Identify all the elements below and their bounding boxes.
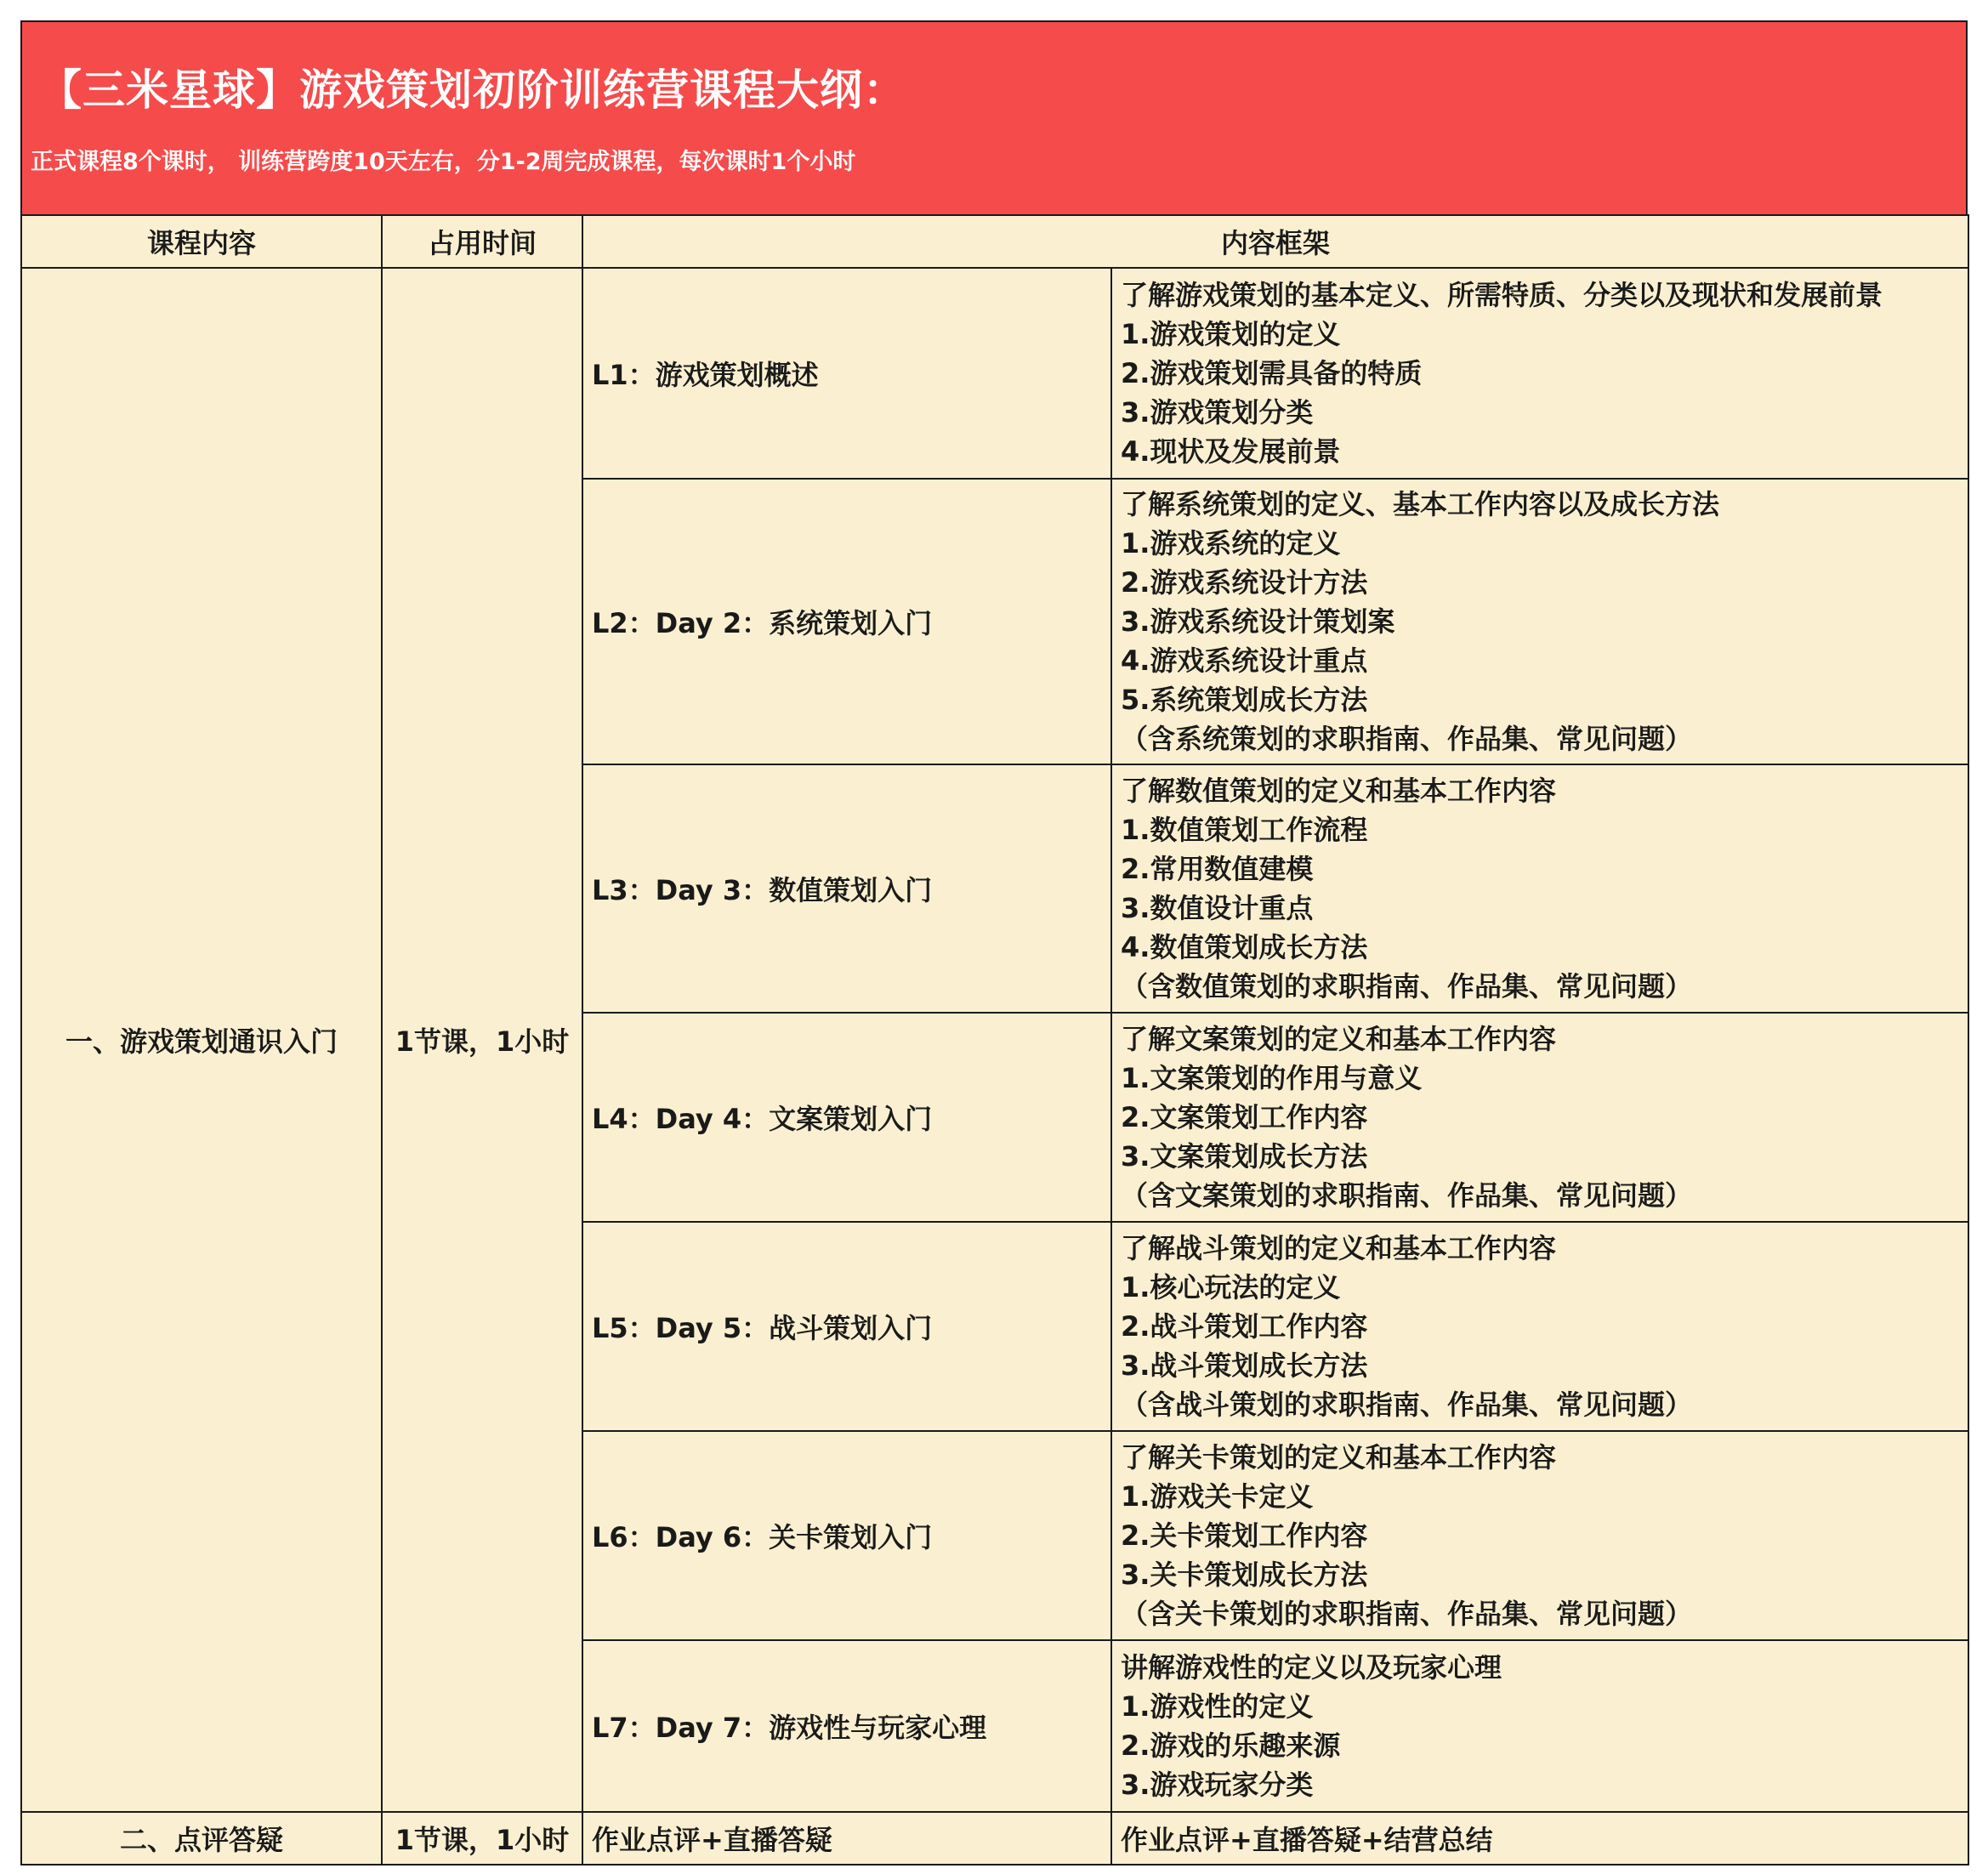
framework-item: 2.游戏策划需具备的特质	[1121, 357, 1423, 389]
framework-item: 4.数值策划成长方法	[1121, 931, 1368, 963]
section-time: 1节课，1小时	[382, 1812, 582, 1865]
lesson-title: L7：Day 7：游戏性与玩家心理	[582, 1640, 1111, 1812]
framework-summary: 了解数值策划的定义和基本工作内容	[1121, 775, 1557, 807]
framework-item: 1.核心玩法的定义	[1121, 1271, 1341, 1303]
framework-summary: 了解战斗策划的定义和基本工作内容	[1121, 1232, 1557, 1264]
framework-item: 3.关卡策划成长方法	[1121, 1559, 1368, 1591]
framework-item: 1.游戏系统的定义	[1121, 527, 1341, 559]
framework-summary: 了解文案策划的定义和基本工作内容	[1121, 1023, 1557, 1055]
framework-item: 3.游戏玩家分类	[1121, 1769, 1314, 1801]
framework-item: 1.游戏策划的定义	[1121, 318, 1341, 350]
lesson-framework	[1111, 1222, 1968, 1431]
framework-summary: 了解游戏策划的基本定义、所需特质、分类以及现状和发展前景	[1121, 279, 1883, 311]
framework-item: 5.系统策划成长方法	[1121, 684, 1368, 716]
framework-item: 2.常用数值建模	[1121, 853, 1314, 885]
header-framework: 内容框架	[582, 215, 1968, 268]
framework-item: 1.数值策划工作流程	[1121, 814, 1368, 846]
course-outline-sheet	[20, 20, 1968, 1865]
lesson-title: L4：Day 4：文案策划入门	[582, 1013, 1111, 1222]
framework-item: 2.游戏的乐趣来源	[1121, 1729, 1341, 1762]
framework-summary: 讲解游戏性的定义以及玩家心理	[1121, 1651, 1502, 1684]
framework-item: 1.游戏关卡定义	[1121, 1480, 1314, 1513]
table-row	[21, 268, 1968, 479]
header-course-content: 课程内容	[21, 215, 382, 268]
framework-item: （含文案策划的求职指南、作品集、常见问题）	[1121, 1179, 1693, 1212]
lesson-title: L2：Day 2：系统策划入门	[582, 479, 1111, 764]
framework-item: （含战斗策划的求职指南、作品集、常见问题）	[1121, 1388, 1693, 1421]
section-name: 二、点评答疑	[21, 1812, 382, 1865]
table-row	[21, 1812, 1968, 1865]
header-time: 占用时间	[382, 215, 582, 268]
page-title: 【三米星球】游戏策划初阶训练营课程大纲：	[39, 65, 906, 115]
framework-item: 3.数值设计重点	[1121, 892, 1314, 924]
lesson-title: L1：游戏策划概述	[582, 268, 1111, 479]
framework-item: 3.游戏系统设计策划案	[1121, 605, 1395, 638]
framework-summary: 了解关卡策划的定义和基本工作内容	[1121, 1441, 1557, 1474]
framework-item: 1.文案策划的作用与意义	[1121, 1062, 1423, 1094]
section-time: 1节课，1小时	[382, 268, 582, 1812]
lesson-title: L5：Day 5：战斗策划入门	[582, 1222, 1111, 1431]
framework-item: （含数值策划的求职指南、作品集、常见问题）	[1121, 970, 1693, 1002]
framework-item: 3.文案策划成长方法	[1121, 1140, 1368, 1173]
outline-table	[20, 214, 1969, 1865]
framework-item: 2.游戏系统设计方法	[1121, 566, 1368, 599]
lesson-framework	[1111, 764, 1968, 1013]
framework-item: 4.游戏系统设计重点	[1121, 645, 1368, 677]
lesson-framework: 作业点评+直播答疑+结营总结	[1111, 1812, 1968, 1865]
lesson-title: 作业点评+直播答疑	[582, 1812, 1111, 1865]
framework-item: 1.游戏性的定义	[1121, 1690, 1314, 1723]
page-subtitle: 正式课程8个课时， 训练营跨度10天左右，分1-2周完成课程，每次课时1个小时	[31, 149, 856, 175]
framework-item: （含关卡策划的求职指南、作品集、常见问题）	[1121, 1598, 1693, 1630]
lesson-title: L3：Day 3：数值策划入门	[582, 764, 1111, 1013]
framework-item: 2.关卡策划工作内容	[1121, 1519, 1368, 1552]
framework-item: 2.战斗策划工作内容	[1121, 1310, 1368, 1343]
lesson-framework	[1111, 1431, 1968, 1640]
framework-summary: 了解系统策划的定义、基本工作内容以及成长方法	[1121, 488, 1720, 520]
section-name: 一、游戏策划通识入门	[21, 268, 382, 1812]
framework-item: 4.现状及发展前景	[1121, 435, 1341, 468]
header-row	[21, 215, 1968, 268]
title-banner	[20, 20, 1968, 214]
framework-item: 2.文案策划工作内容	[1121, 1101, 1368, 1133]
lesson-framework	[1111, 268, 1968, 479]
lesson-framework	[1111, 1640, 1968, 1812]
framework-item: （含系统策划的求职指南、作品集、常见问题）	[1121, 723, 1693, 755]
lesson-title: L6：Day 6：关卡策划入门	[582, 1431, 1111, 1640]
lesson-framework	[1111, 1013, 1968, 1222]
framework-item: 3.战斗策划成长方法	[1121, 1349, 1368, 1382]
framework-item: 3.游戏策划分类	[1121, 396, 1314, 429]
lesson-framework	[1111, 479, 1968, 764]
